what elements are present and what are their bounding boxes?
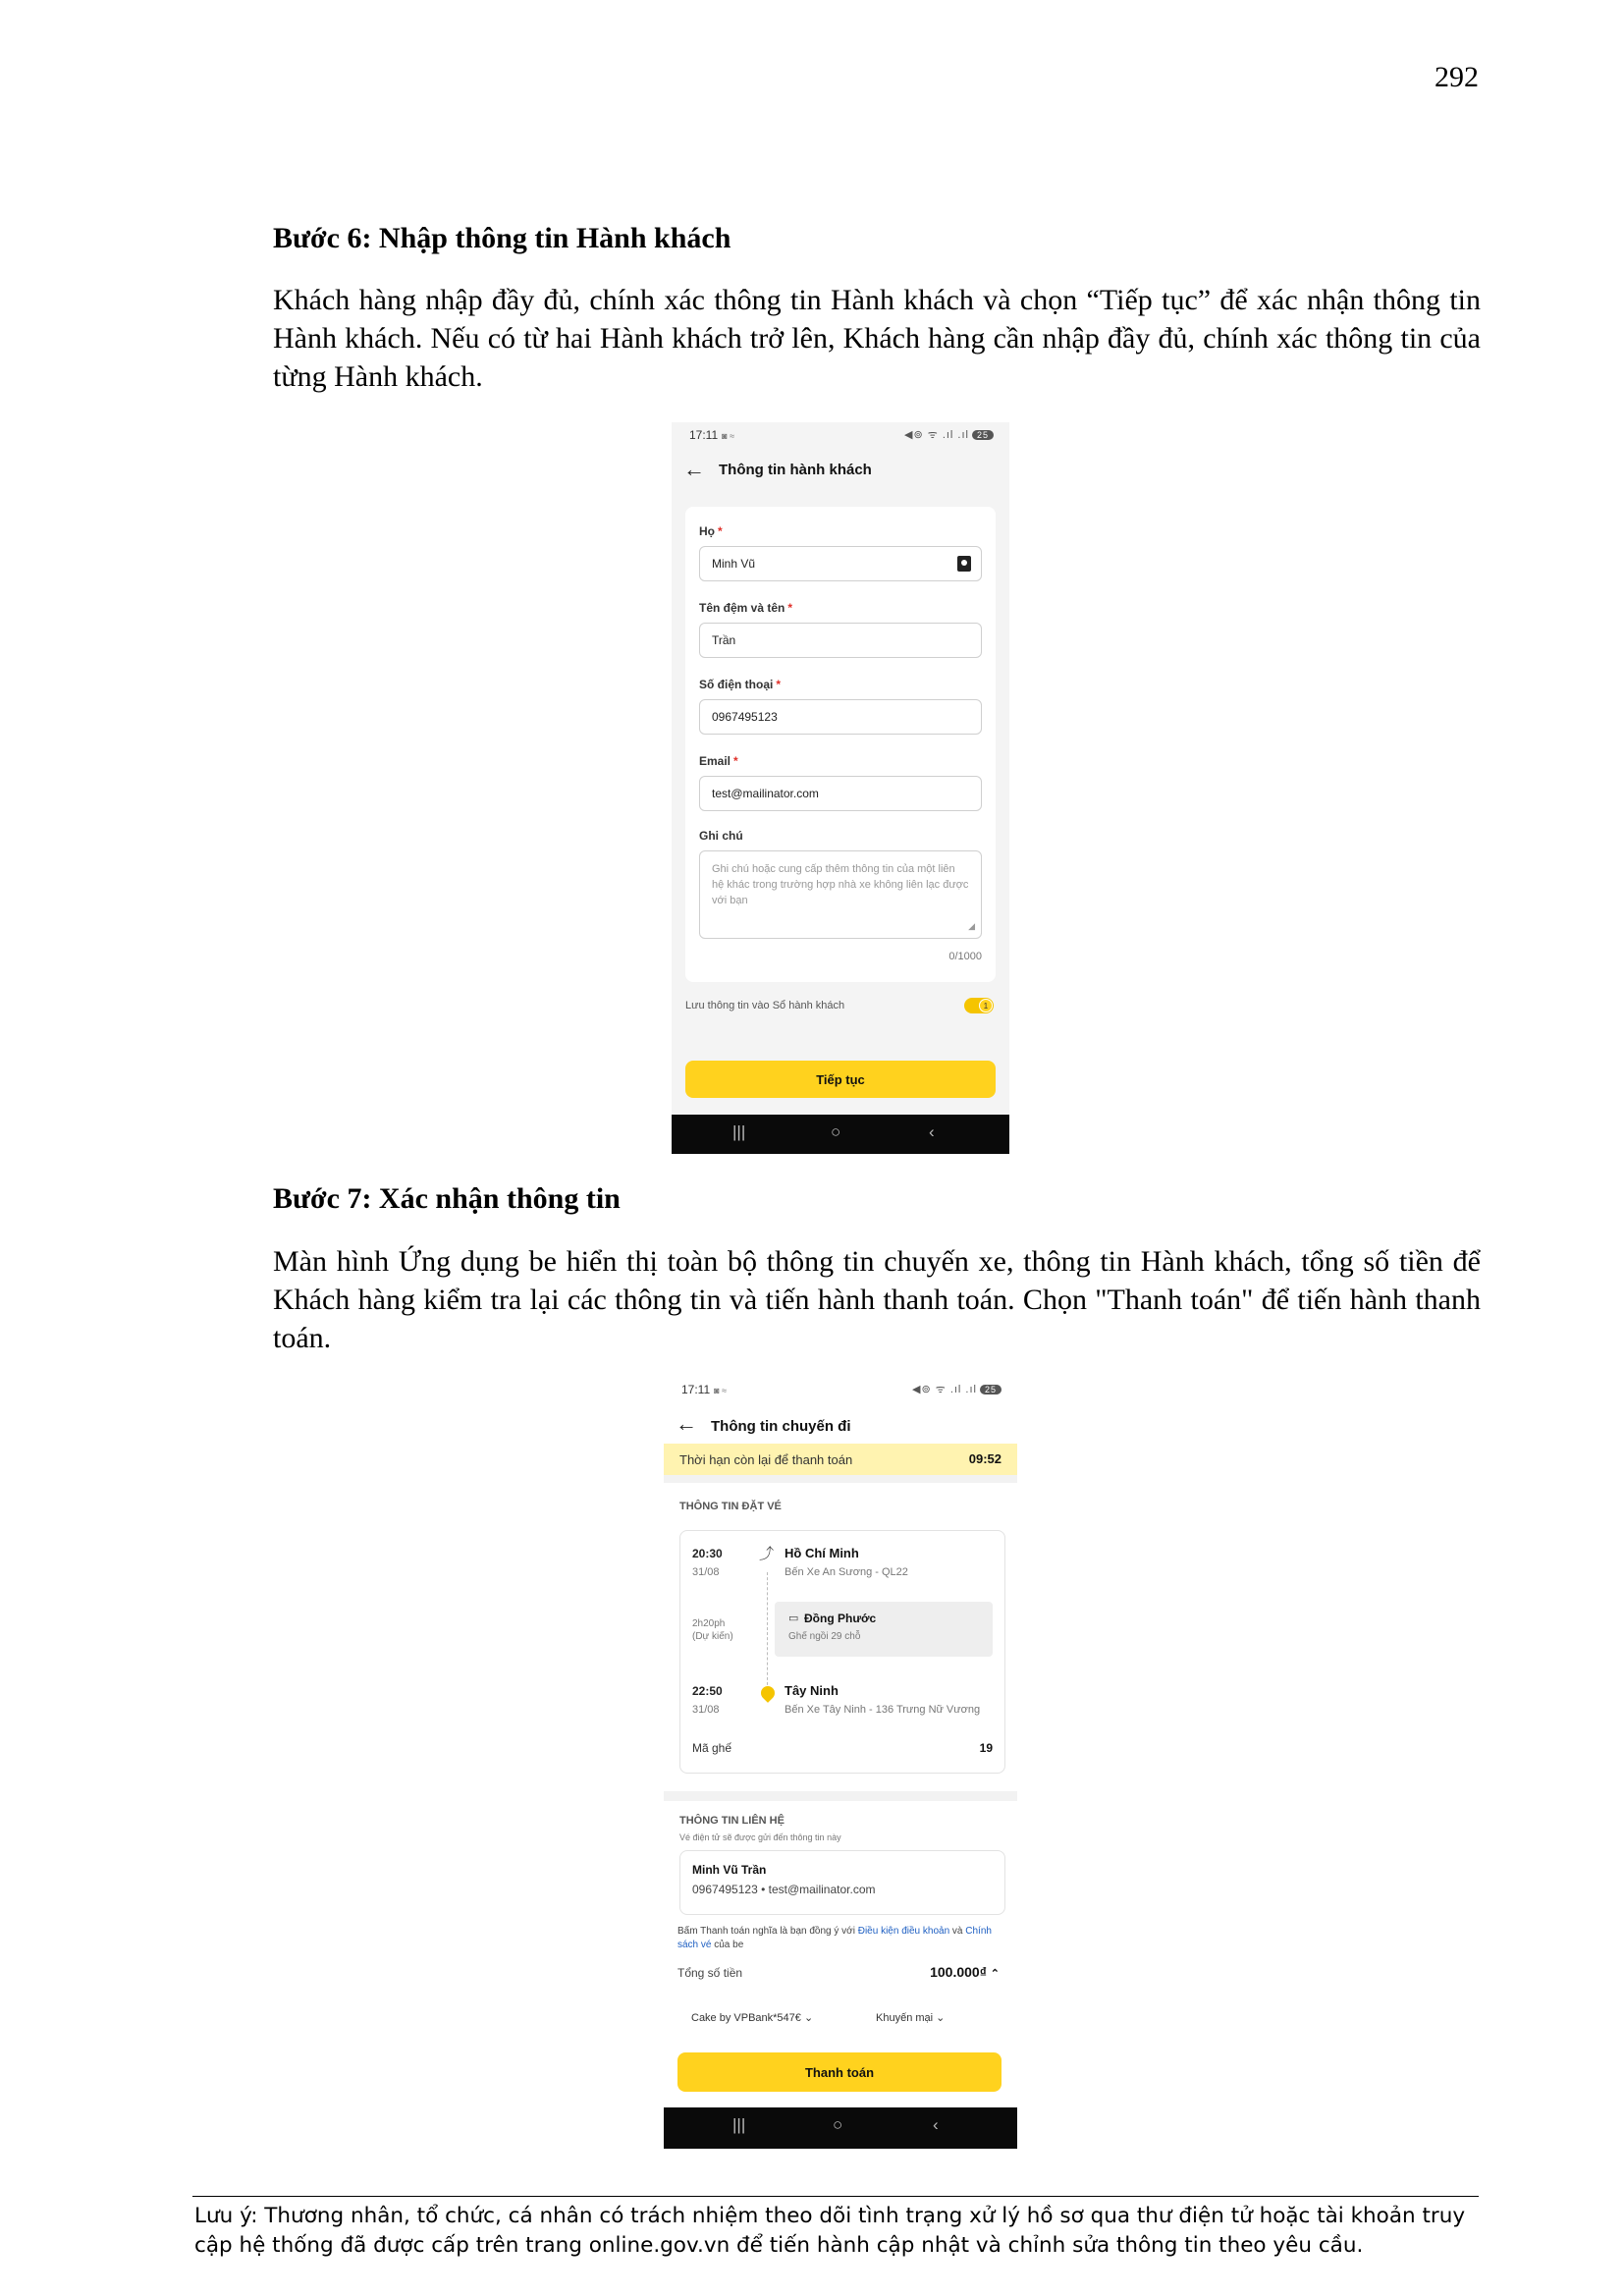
back-arrow-icon[interactable]: ←: [676, 1411, 697, 1436]
arrival-city: Tây Ninh: [785, 1683, 839, 1698]
note-placeholder: Ghi chú hoặc cung cấp thêm thông tin của một liên hệ khác trong trường hợp nhà xe không liên lạc được với bạn: [712, 863, 969, 906]
contact-book-icon[interactable]: [957, 556, 971, 572]
contact-name: Minh Vũ Trần: [692, 1863, 767, 1877]
chevron-up-icon[interactable]: ⌃: [990, 1968, 1000, 1980]
timer-label: Thời hạn còn lại để thanh toán: [679, 1452, 853, 1467]
footer-note: Lưu ý: Thương nhân, tổ chức, cá nhân có trách nhiệm theo dõi tình trạng xử lý hồ sơ qua thư điện tử hoặc tài khoản truy cập hệ thống đã được cấp trên trang online.gov.vn để tiến hành cập nhật và chỉnh sửa thông tin theo yêu cầu.: [194, 2204, 1466, 2258]
first-name-input[interactable]: Trần: [699, 623, 982, 658]
booking-section-title: THÔNG TIN ĐẶT VÉ: [679, 1501, 782, 1512]
app-bar: [664, 1404, 1017, 1444]
email-input[interactable]: test@mailinator.com: [699, 776, 982, 811]
payment-method-select[interactable]: Cake by VPBank*547€ ⌄: [691, 2012, 814, 2024]
app-bar: [672, 456, 1009, 487]
status-time: 17:11: [689, 428, 719, 442]
promotion-select[interactable]: Khuyến mại ⌄: [876, 2012, 946, 2024]
contact-subtitle: Vé điện tử sẽ được gửi đến thông tin này: [679, 1832, 841, 1842]
bus-description: Ghế ngồi 29 chỗ: [788, 1631, 861, 1642]
nav-back-icon[interactable]: ‹: [929, 1122, 935, 1141]
nav-home-icon[interactable]: ○: [833, 2115, 843, 2134]
status-bar: 17:11 ◙ ≈ ◀⊚ ᯤ .ıl .ıl 25: [672, 422, 1009, 450]
arrival-time: 22:50: [692, 1684, 723, 1698]
pay-button[interactable]: Thanh toán: [677, 2052, 1001, 2092]
screen-title: Thông tin hành khách: [719, 462, 872, 478]
location-pin-icon: [758, 1683, 778, 1703]
note-counter: 0/1000: [948, 951, 982, 962]
step6-heading: Bước 6: Nhập thông tin Hành khách: [273, 222, 731, 254]
screen-title: Thông tin chuyến đi: [711, 1418, 851, 1435]
nav-back-icon[interactable]: ‹: [933, 2115, 939, 2134]
save-to-book-toggle[interactable]: [964, 998, 994, 1013]
step6-body: Khách hàng nhập đầy đủ, chính xác thông tin Hành khách và chọn “Tiếp tục” để xác nhận thông tin Hành khách. Nếu có từ hai Hành khách trở lên, Khách hàng cần nhập đầy đủ, chính xác thông tin của từng Hành khách.: [273, 284, 1481, 393]
resize-handle-icon[interactable]: ◢: [968, 921, 975, 931]
chevron-down-icon: ⌄: [803, 2012, 814, 2024]
note-textarea[interactable]: [699, 850, 982, 939]
nav-home-icon[interactable]: ○: [831, 1122, 841, 1141]
status-time: 17:11: [681, 1383, 711, 1396]
departure-time: 20:30: [692, 1547, 723, 1560]
contact-section-title: THÔNG TIN LIÊN HỆ: [679, 1815, 785, 1827]
android-nav-bar: [664, 2107, 1017, 2149]
step7-body: Màn hình Ứng dụng be hiển thị toàn bộ thông tin chuyến xe, thông tin Hành khách, tổng số tiền để Khách hàng kiểm tra lại các thông tin và tiến hành thanh toán. Chọn "Thanh toán" để tiến hành thanh toán.: [273, 1245, 1481, 1354]
nav-recent-icon[interactable]: |||: [732, 1122, 746, 1141]
status-bar: 17:11 ◙ ≈ ◀⊚ ᯤ .ıl .ıl 25: [664, 1377, 1017, 1404]
seat-label: Mã ghế: [692, 1741, 732, 1755]
trip-card: [679, 1530, 1005, 1774]
note-label: Ghi chú: [699, 829, 743, 843]
trip-duration: 2h20ph (Dự kiến): [692, 1618, 733, 1642]
total-value[interactable]: 100.000₫ ⌃: [930, 1964, 1000, 1980]
total-label: Tổng số tiền: [677, 1966, 743, 1980]
passenger-info-screenshot: [672, 422, 1009, 1154]
departure-station: Bến Xe An Sương - QL22: [785, 1566, 908, 1578]
save-to-book-label: Lưu thông tin vào Sổ hành khách: [685, 1000, 845, 1011]
timer-value: 09:52: [968, 1451, 1001, 1466]
status-icons: ◀⊚ ᯤ .ıl .ıl 25: [904, 427, 994, 442]
route-icon: ⤴: [759, 1546, 775, 1562]
terms-text: Bấm Thanh toán nghĩa là bạn đồng ý với Điều kiện điều khoản và Chính sách vé của be: [677, 1926, 992, 1950]
status-icons: ◀⊚ ᯤ .ıl .ıl 25: [912, 1382, 1001, 1396]
phone-label: Số điện thoại *: [699, 678, 782, 691]
departure-date: 31/08: [692, 1566, 720, 1578]
arrival-date: 31/08: [692, 1704, 720, 1716]
arrival-station: Bến Xe Tây Ninh - 136 Trưng Nữ Vương: [785, 1704, 981, 1716]
seat-value: 19: [979, 1741, 993, 1755]
continue-button[interactable]: Tiếp tục: [685, 1061, 996, 1098]
last-name-input[interactable]: Minh Vũ: [699, 546, 982, 581]
payment-timer-banner: [664, 1444, 1017, 1475]
phone-input[interactable]: 0967495123: [699, 699, 982, 735]
contact-card: [679, 1850, 1005, 1915]
passenger-form: [685, 507, 996, 982]
first-name-label: Tên đệm và tên *: [699, 601, 793, 615]
step7-heading: Bước 7: Xác nhận thông tin: [273, 1182, 621, 1215]
android-nav-bar: [672, 1115, 1009, 1154]
contact-detail: 0967495123 • test@mailinator.com: [692, 1883, 876, 1896]
bus-operator: Đồng Phước: [804, 1612, 877, 1625]
email-label: Email *: [699, 754, 738, 768]
footer-divider: [192, 2196, 1479, 2197]
departure-city: Hồ Chí Minh: [785, 1546, 859, 1560]
nav-recent-icon[interactable]: |||: [732, 2115, 746, 2134]
bus-info: [775, 1602, 993, 1657]
bus-icon: ▭: [788, 1613, 799, 1624]
page-number: 292: [1435, 61, 1479, 93]
chevron-down-icon: ⌄: [936, 2012, 946, 2024]
route-line: [767, 1572, 768, 1690]
back-arrow-icon[interactable]: ←: [683, 457, 705, 481]
ticket-policy-link[interactable]: Chính sách vé: [677, 1926, 992, 1950]
trip-info-screenshot: [664, 1377, 1017, 2149]
terms-link[interactable]: Điều kiện điều khoản: [857, 1926, 950, 1937]
last-name-label: Họ *: [699, 524, 723, 538]
